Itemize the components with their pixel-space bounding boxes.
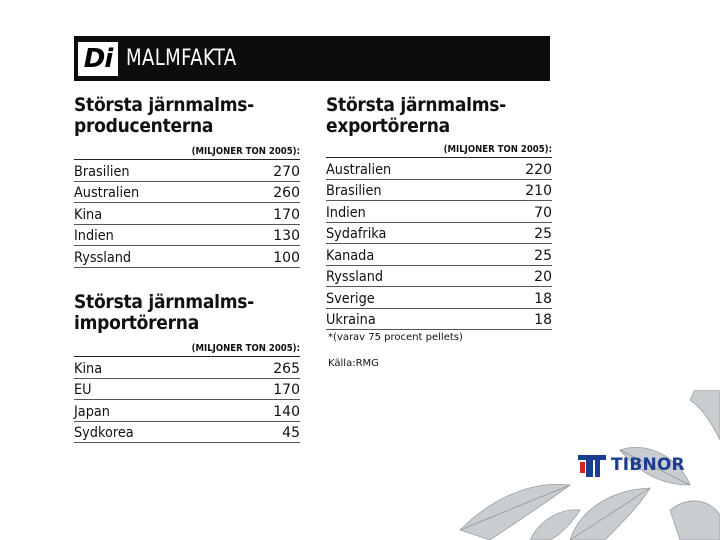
tonnage-value: 140	[273, 403, 300, 420]
table-row	[74, 225, 300, 247]
importers-unit: (MILJONER TON 2005):	[74, 343, 300, 357]
tonnage-value: 130	[273, 228, 300, 244]
country-name: Brasilien	[74, 163, 130, 180]
exporters-footnote: *(varav 75 procent pellets)	[328, 332, 463, 343]
tibnor-name: TIBNOR	[611, 455, 685, 475]
tonnage-value: 25	[534, 226, 552, 242]
table-row	[326, 266, 552, 288]
tonnage-value: 20	[534, 269, 552, 285]
country-name: Japan	[74, 403, 110, 420]
table-row	[326, 309, 552, 331]
tonnage-value: 25	[534, 247, 552, 264]
country-name: Kina	[74, 206, 103, 223]
source-label: Källa:RMG	[328, 358, 379, 369]
table-row	[74, 203, 300, 225]
table-row	[326, 180, 552, 202]
table-row	[74, 160, 300, 182]
producers-title-line2: producenterna	[74, 115, 214, 137]
tonnage-value: 100	[273, 249, 300, 266]
importers-table	[74, 357, 300, 443]
country-name: EU	[74, 382, 92, 398]
header-bar	[74, 36, 550, 81]
producers-title-line1: Största järnmalms-	[74, 94, 254, 116]
table-row	[326, 201, 552, 223]
country-name: Australien	[74, 185, 140, 201]
tonnage-value: 170	[273, 382, 300, 398]
country-name: Sverige	[326, 290, 375, 307]
importers-title-line1: Största järnmalms-	[74, 291, 254, 313]
country-name: Indien	[74, 228, 114, 244]
country-name: Ryssland	[74, 249, 132, 266]
country-name: Brasilien	[326, 183, 382, 199]
country-name: Kanada	[326, 247, 375, 264]
table-row	[326, 244, 552, 266]
country-name: Kina	[74, 360, 103, 377]
table-row	[74, 182, 300, 204]
importers-title-line2: importörerna	[74, 312, 199, 334]
tonnage-value: 265	[273, 360, 300, 377]
producers-unit: (MILJONER TON 2005):	[74, 146, 300, 160]
table-row	[326, 158, 552, 180]
country-name: Sydafrika	[326, 226, 387, 242]
exporters-section	[326, 95, 552, 330]
tibnor-brand	[576, 452, 685, 478]
tonnage-value: 18	[534, 312, 552, 328]
tibnor-logo-icon	[576, 452, 608, 478]
table-row	[74, 246, 300, 268]
tonnage-value: 18	[534, 290, 552, 307]
country-name: Ukraina	[326, 312, 376, 328]
table-row	[74, 357, 300, 379]
tonnage-value: 70	[534, 204, 552, 221]
tonnage-value: 210	[525, 183, 552, 199]
table-row	[326, 223, 552, 245]
table-row	[326, 287, 552, 309]
producers-table	[74, 160, 300, 268]
tonnage-value: 270	[273, 163, 300, 180]
tonnage-value: 260	[273, 185, 300, 201]
producers-section	[74, 95, 300, 268]
exporters-unit: (MILJONER TON 2005):	[326, 144, 552, 158]
importers-section	[74, 292, 300, 443]
tonnage-value: 220	[525, 161, 552, 178]
tonnage-value: 45	[282, 425, 300, 441]
table-row	[74, 379, 300, 401]
exporters-title-line1: Största järnmalms-	[326, 94, 506, 116]
table-row	[74, 400, 300, 422]
country-name: Ryssland	[326, 269, 384, 285]
exporters-title-line2: exportörerna	[326, 115, 450, 137]
header-title: MALMFAKTA	[126, 46, 237, 71]
exporters-table	[326, 158, 552, 330]
table-row	[74, 422, 300, 444]
country-name: Sydkorea	[74, 425, 134, 441]
tonnage-value: 170	[273, 206, 300, 223]
country-name: Indien	[326, 204, 366, 221]
country-name: Australien	[326, 161, 392, 178]
di-logo: Di	[78, 42, 118, 76]
